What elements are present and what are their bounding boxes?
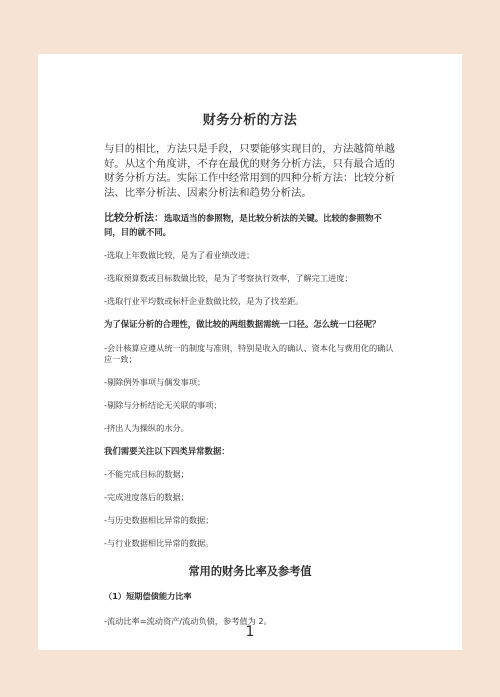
intro-paragraph: 与目的相比，方法只是手段，只要能够实现目的，方法越简单越好。从这个角度讲，不存在最优的财务分析方法，只有最合适的财务分析方法。实际工作中经常用到的四种分析方法：比较分析法、比率分析法、因素分析法和趋势分析法。 <box>104 143 395 199</box>
list-item: -选取上年数做比较，是为了看业绩改进； <box>104 250 255 260</box>
list-item: -选取行业平均数或标杆企业数做比较，是为了找差距。 <box>104 296 304 306</box>
comparison-paragraph <box>104 212 396 238</box>
list-item: -与历史数据相比异常的数据； <box>104 515 214 525</box>
list-item: -剔除与分析结论无关联的事项； <box>104 399 222 410</box>
list-item: -流动比率=流动资产/流动负债，参考值为 2。 <box>104 616 272 626</box>
abnormal-data-heading: 我们需要关注以下四类异常数据： <box>104 445 230 456</box>
page-title: 财务分析的方法 <box>202 113 298 128</box>
ratios-section-title: 常用的财务比率及参考值 <box>188 565 312 578</box>
list-item: -会计核算应遵从统一的制度与准则，特别是收入的确认、资本化与费用化的确认应一致； <box>104 342 394 364</box>
list-item: -选取预算数或目标数做比较，是为了考察执行效率，了解完工进度； <box>104 273 353 283</box>
list-item: -与行业数据相比异常的数据。 <box>104 538 214 548</box>
list-item: -完成进度落后的数据； <box>104 492 189 502</box>
list-item: -不能完成目标的数据； <box>104 469 189 479</box>
subsection-heading: （1）短期偿债能力比率 <box>104 591 192 601</box>
question-heading: 为了保证分析的合理性，做比较的两组数据需统一口径。怎么统一口径呢？ <box>104 319 381 329</box>
comparison-heading: 比较分析法： <box>104 213 164 224</box>
document-page <box>38 54 462 650</box>
comparison-text: 选取适当的参照物，是比较分析法的关键。比较的参照物不同，目的就不同。 <box>104 213 382 237</box>
page-number: 1 <box>245 624 255 640</box>
list-item: -挤出人为操纵的水分。 <box>104 422 189 433</box>
list-item: -剔除例外事项与偶发事项； <box>104 376 206 387</box>
